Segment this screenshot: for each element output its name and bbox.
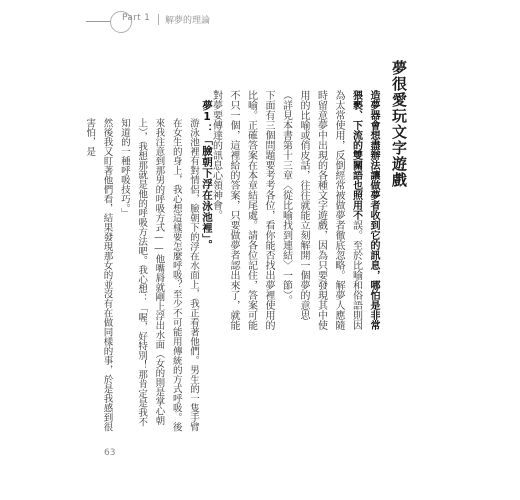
header-separator: [158, 14, 159, 25]
dream-title: 夢1：「臉朝下浮在泳池裡」。: [201, 100, 213, 251]
dream-paragraph-2: 然後我又盯著他們看，結果發現那女的並沒有在做同樣的事，於是我感到很害怕，是: [84, 118, 113, 432]
part-label: Part 1: [122, 13, 151, 23]
dream-paragraph-1: 游泳池裡有對情侶，臉朝下的浮在水面上，我正看著他們。男生的一隻手臂在女生的身上，我心想這樣要怎麼呼吸？至少不可能用傳統的方式呼吸。後來我注意到那男的呼吸方式——他嘴脣就剛上浮出水面（女的則是掌心朝上），我想那就是他的呼吸方法吧。我心想：「喔，好特別！那肯定是我不知道的一種呼吸技巧。」: [118, 118, 199, 432]
section-paragraph-2: 下面有三個問題要考考各位，看你能否找出夢裡使用的比喻。正確答案在本章結尾處。請各位記住，答案可能不只一個，這裡給的答案，只要做夢者認出來了，就能對夢要傳達的訊息心領神會。: [210, 90, 274, 330]
dream-body: [81, 118, 202, 436]
part-title: 解夢的理論: [165, 16, 211, 26]
section-paragraph-1: [277, 90, 382, 335]
section-paragraph-1-bold: 造夢器會想盡辦法讓做夢者收到它的訊息，哪怕是非常猥褻、下流的雙關語也照用不: [350, 90, 379, 330]
section-title: 夢很愛玩文字遊戲: [390, 60, 408, 188]
page-number: 63: [104, 448, 116, 458]
section-paragraph-1-rest: 誤。至於比喻和俗語則因為太常使用，反倒經常被做夢者徹底忽略。解夢人應隨時留意夢中出現的各種文字遊戲，因為只要發現其中使用的比喻或俏皮話，往往就能立刻解開一個夢的意思（詳見本書第十三章〈從比喻找到連結〉一節）。: [280, 90, 362, 330]
section-body: [207, 90, 382, 335]
